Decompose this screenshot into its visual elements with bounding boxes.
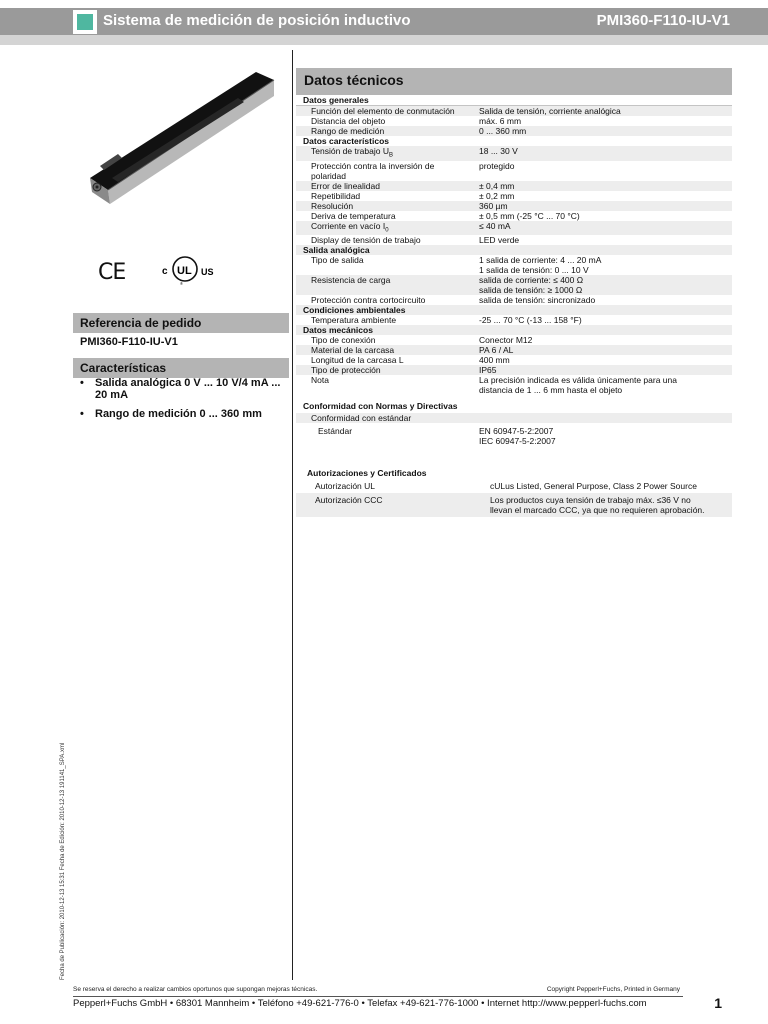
- table-row: [296, 235, 732, 245]
- row-value: protegido: [479, 160, 515, 171]
- row-label: Deriva de temperatura: [311, 210, 396, 221]
- sensor-product-image: [88, 70, 278, 210]
- svg-text:®: ®: [180, 281, 183, 286]
- table-row: [296, 211, 732, 221]
- column-divider: [292, 50, 293, 980]
- table-row: [296, 221, 732, 236]
- table-row: [296, 413, 732, 423]
- row-label: Estándar: [318, 426, 353, 437]
- row-value: cULus Listed, General Purpose, Class 2 Power Source: [490, 481, 697, 491]
- row-label: Función del elemento de conmutación: [311, 106, 455, 116]
- footer-contact: Pepperl+Fuchs GmbH • 68301 Mannheim • Teléfono +49-621-776-0 • Telefax +49-621-776-1000 • Internet http://www.pepperl-fuchs.com: [73, 998, 647, 1009]
- row-label: Protección contra la inversión de polaridad: [311, 160, 435, 181]
- row-value: máx. 6 mm: [479, 116, 522, 126]
- order-reference-heading: Referencia de pedido: [73, 313, 289, 333]
- section-row: [296, 136, 732, 146]
- row-label: Conformidad con estándar: [311, 413, 412, 424]
- section-row: [296, 95, 732, 106]
- table-row: [296, 375, 732, 395]
- row-label: Resistencia de carga: [311, 275, 391, 286]
- footer-notice: Se reserva el derecho a realizar cambios oportunos que supongan mejoras técnicas.: [73, 986, 318, 993]
- section-analog-output: Salida analógica: [303, 245, 370, 256]
- row-label: Nota: [311, 375, 329, 386]
- table-row: [296, 161, 732, 181]
- table-row: [296, 365, 732, 375]
- features-heading: Características: [73, 358, 289, 378]
- row-label: Resolución: [311, 200, 354, 211]
- section-row: [296, 305, 732, 315]
- row-value: Salida de tensión, corriente analógica: [479, 106, 621, 116]
- row-label: Autorización CCC: [315, 495, 383, 505]
- row-value: ≤ 40 mA: [479, 220, 511, 231]
- row-value: ± 0,5 mm (-25 °C ... 70 °C): [479, 210, 580, 221]
- table-row: [296, 345, 732, 355]
- row-label: Display de tensión de trabajo: [311, 235, 421, 246]
- tech-data-table: [296, 95, 732, 446]
- table-row: [296, 275, 732, 295]
- section-mechanical: Datos mecánicos: [303, 325, 373, 336]
- table-row: [296, 493, 732, 517]
- section-authorizations: Autorizaciones y Certificados: [307, 468, 427, 478]
- row-label: Tensión de trabajo $U_B$: [311, 146, 393, 159]
- row-value: ± 0,4 mm: [479, 180, 515, 191]
- row-value: Conector M12: [479, 335, 533, 346]
- row-value: EN 60947-5-2:2007 IEC 60947-5-2:2007: [479, 426, 556, 447]
- svg-text:c: c: [162, 266, 168, 277]
- row-value: Los productos cuya tensión de trabajo máx. ≤36 V no llevan el marcado CCC, ya que no requieren aprobación.: [490, 495, 705, 515]
- table-row: [296, 116, 732, 126]
- row-value: 400 mm: [479, 355, 510, 366]
- row-value: 18 ... 30 V: [479, 146, 518, 156]
- authorizations-table: [296, 466, 732, 517]
- row-value: LED verde: [479, 235, 520, 246]
- features-list: [80, 377, 290, 427]
- row-value: 0 ... 360 mm: [479, 126, 527, 136]
- ce-mark: CE: [98, 260, 126, 285]
- table-row: [296, 335, 732, 345]
- row-value: 360 µm: [479, 200, 508, 211]
- table-row: [296, 479, 732, 493]
- c-ul-us-listed-mark-icon: [162, 255, 222, 287]
- model-number: PMI360-F110-IU-V1: [596, 12, 730, 29]
- section-environment: Condiciones ambientales: [303, 305, 406, 316]
- table-row: [296, 295, 732, 305]
- row-label: Error de linealidad: [311, 180, 380, 191]
- table-row: [296, 315, 732, 325]
- table-row: [296, 355, 732, 365]
- table-row: [296, 106, 732, 116]
- row-value: salida de tensión: sincronizado: [479, 295, 596, 306]
- publication-info: Fecha de Publicación: 2010-12-13 15:31 Fecha de Edición: 2010-12-13 191141_SPA.xml: [60, 742, 66, 980]
- section-row: [296, 245, 732, 255]
- row-label: Corriente en vacío $I_0$: [311, 220, 389, 234]
- page-number: 1: [714, 995, 722, 1011]
- feature-item: • Salida analógica 0 V ... 10 V/4 mA ... 20 mA: [80, 377, 290, 401]
- tech-data-heading: Datos técnicos: [296, 68, 732, 95]
- row-value: -25 ... 70 °C (-13 ... 158 °F): [479, 315, 582, 326]
- row-value: La precisión indicada es válida únicamente para una distancia de 1 ... 6 mm hasta el objeto: [479, 375, 677, 396]
- header-strip: [0, 35, 768, 45]
- row-label: Longitud de la carcasa L: [311, 355, 404, 366]
- table-row: [296, 181, 732, 191]
- row-label: Distancia del objeto: [311, 116, 386, 126]
- table-row: [296, 191, 732, 201]
- table-row: [296, 146, 732, 161]
- table-row: [296, 201, 732, 211]
- row-value: PA 6 / AL: [479, 345, 514, 356]
- row-label: Temperatura ambiente: [311, 315, 397, 326]
- section-characteristics: Datos característicos: [303, 136, 389, 146]
- row-value: salida de corriente: ≤ 400 Ω salida de tensión: ≥ 1000 Ω: [479, 275, 584, 296]
- svg-text:US: US: [201, 267, 214, 277]
- feature-item: • Rango de medición 0 ... 360 mm: [80, 408, 290, 420]
- table-row: [296, 426, 732, 446]
- row-label: Tipo de salida: [311, 255, 364, 266]
- row-label: Protección contra cortocircuito: [311, 295, 426, 306]
- footer-divider: [73, 996, 683, 997]
- footer-copyright: Copyright Pepperl+Fuchs, Printed in Germany: [546, 986, 680, 993]
- table-row: [296, 126, 732, 136]
- svg-text:UL: UL: [177, 265, 192, 277]
- document-title: Sistema de medición de posición inductivo: [103, 12, 411, 29]
- row-label: Repetibilidad: [311, 190, 361, 201]
- section-row: [296, 401, 732, 411]
- section-row: [296, 325, 732, 335]
- section-norms: Conformidad con Normas y Directivas: [303, 401, 458, 412]
- row-label: Tipo de conexión: [311, 335, 376, 346]
- section-general: Datos generales: [303, 95, 369, 105]
- row-label: Tipo de protección: [311, 365, 381, 376]
- row-label: Autorización UL: [315, 481, 376, 491]
- row-value: ± 0,2 mm: [479, 190, 515, 201]
- brand-square-icon: [73, 10, 97, 34]
- order-reference-value: PMI360-F110-IU-V1: [80, 336, 178, 348]
- row-label: Material de la carcasa: [311, 345, 395, 356]
- row-value: IP65: [479, 365, 497, 376]
- row-value: 1 salida de corriente: 4 ... 20 mA 1 salida de tensión: 0 ... 10 V: [479, 255, 602, 276]
- row-label: Rango de medición: [311, 126, 385, 136]
- table-row: [296, 255, 732, 275]
